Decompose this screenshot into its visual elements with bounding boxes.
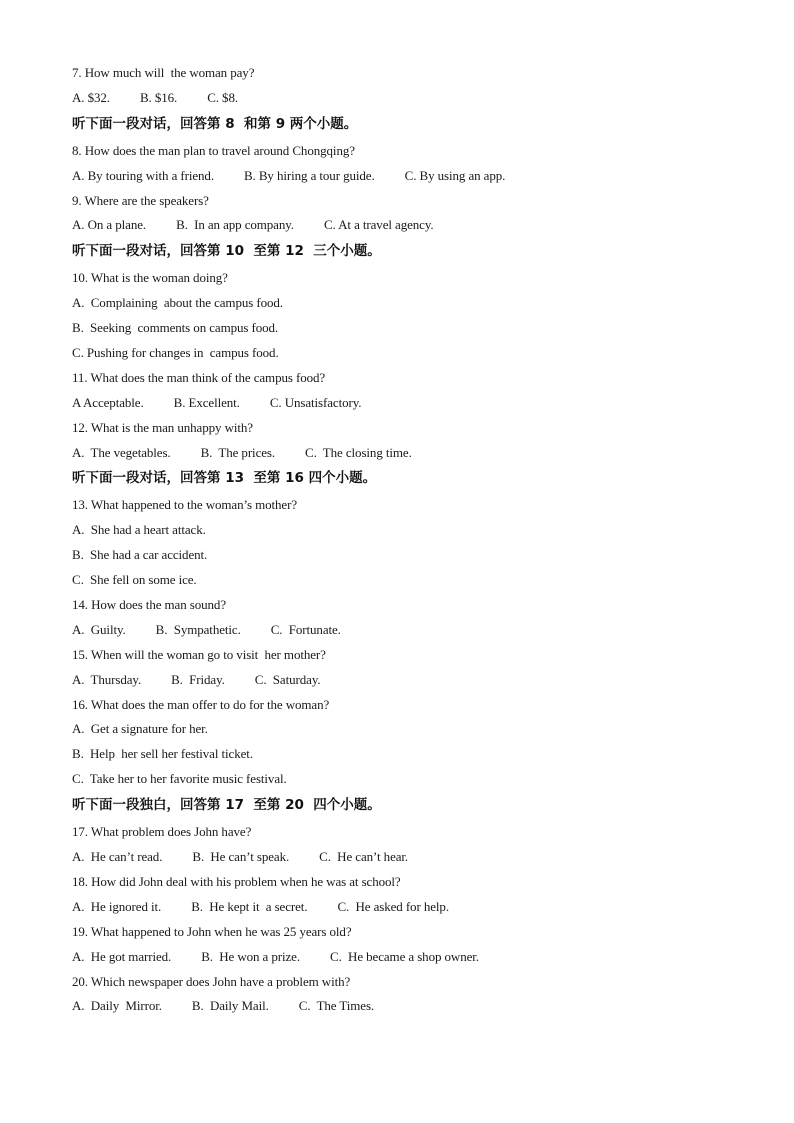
answer-option: A. She had a heart attack. xyxy=(72,522,206,538)
answer-option: A. He got married. xyxy=(72,948,172,964)
answer-option: B. She had a car accident. xyxy=(72,547,208,563)
question-text: 14. How does the man sound? xyxy=(72,597,226,613)
answer-options-row xyxy=(72,847,752,872)
question-text: 16. What does the man offer to do for the woman? xyxy=(72,696,330,712)
section-heading: 听下面一段对话，回答第 13 至第 16 四个小题。 xyxy=(72,470,377,487)
answer-option: A. He ignored it. xyxy=(72,898,162,914)
answer-option: C. The closing time. xyxy=(305,444,412,460)
answer-option: C. Unsatisfactory. xyxy=(269,394,362,410)
answer-option: A. Thursday. xyxy=(72,671,142,687)
answer-option: C. Take her to her favorite music festival. xyxy=(72,771,287,787)
question-text: 12. What is the man unhappy with? xyxy=(72,419,253,435)
answer-option: A. $32. xyxy=(72,89,110,105)
question-text: 8. How does the man plan to travel around Chongqing? xyxy=(72,142,355,158)
question-text: 18. How did John deal with his problem when he was at school? xyxy=(72,873,401,889)
answer-option: C. He asked for help. xyxy=(337,898,449,914)
question-text: 19. What happened to John when he was 25 years old? xyxy=(72,923,352,939)
answer-option: A. Guilty. xyxy=(72,621,126,637)
answer-option: A Acceptable. xyxy=(72,394,144,410)
answer-option: A. Daily Mirror. xyxy=(72,998,162,1014)
answer-option: B. The prices. xyxy=(200,444,276,460)
question-text: 9. Where are the speakers? xyxy=(72,192,209,208)
answer-option: C. $8. xyxy=(207,89,239,105)
answer-option: C. She fell on some ice. xyxy=(72,572,197,588)
answer-option: B. He won a prize. xyxy=(201,948,301,964)
answer-options-row xyxy=(72,620,752,645)
answer-option: B. $16. xyxy=(139,89,178,105)
answer-options-row xyxy=(72,393,752,418)
answer-option: C. Saturday. xyxy=(254,671,321,687)
answer-option: A. Complaining about the campus food. xyxy=(72,295,283,311)
answer-option: C. Pushing for changes in campus food. xyxy=(72,345,279,361)
answer-option: B. Friday. xyxy=(171,671,225,687)
section-heading: 听下面一段对话，回答第 10 至第 12 三个小题。 xyxy=(72,243,381,260)
answer-options-row xyxy=(72,166,752,191)
answer-option: C. Fortunate. xyxy=(270,621,341,637)
answer-option: A. On a plane. xyxy=(72,217,147,233)
answer-option: B. He kept it a secret. xyxy=(191,898,308,914)
section-heading: 听下面一段独白，回答第 17 至第 20 四个小题。 xyxy=(72,797,381,814)
answer-option: B. In an app company. xyxy=(176,217,294,233)
answer-option: B. He can’t speak. xyxy=(192,849,290,865)
answer-option: B. Sympathetic. xyxy=(155,621,241,637)
answer-options-row xyxy=(72,947,752,972)
answer-options-row xyxy=(72,88,752,113)
answer-options-row xyxy=(72,897,752,922)
question-text: 15. When will the woman go to visit her mother? xyxy=(72,646,326,662)
question-text: 13. What happened to the woman’s mother? xyxy=(72,497,298,513)
answer-option: B. Help her sell her festival ticket. xyxy=(72,746,253,762)
answer-options-row xyxy=(72,443,752,468)
answer-option: B. Daily Mail. xyxy=(191,998,269,1014)
answer-option: B. By hiring a tour guide. xyxy=(243,167,375,183)
answer-option: A. Get a signature for her. xyxy=(72,721,208,737)
answer-options-row xyxy=(72,670,752,695)
answer-option: B. Excellent. xyxy=(173,394,240,410)
answer-option: C. He can’t hear. xyxy=(319,849,409,865)
question-text: 11. What does the man think of the campus food? xyxy=(72,369,326,385)
answer-option: A. He can’t read. xyxy=(72,849,163,865)
answer-options-row xyxy=(72,996,752,1021)
section-heading: 听下面一段对话，回答第 8 和第 9 两个小题。 xyxy=(72,115,358,132)
answer-option: C. By using an app. xyxy=(404,167,506,183)
exam-page xyxy=(72,63,752,1021)
answer-option: A. By touring with a friend. xyxy=(72,167,214,183)
answer-option: B. Seeking comments on campus food. xyxy=(72,320,279,336)
answer-option: C. The Times. xyxy=(298,998,375,1014)
question-text: 17. What problem does John have? xyxy=(72,824,252,840)
answer-option: C. He became a shop owner. xyxy=(330,948,479,964)
question-text: 10. What is the woman doing? xyxy=(72,270,228,286)
question-text: 20. Which newspaper does John have a problem with? xyxy=(72,973,351,989)
answer-option: A. The vegetables. xyxy=(72,444,171,460)
answer-option: C. At a travel agency. xyxy=(323,217,434,233)
question-text: 7. How much will the woman pay? xyxy=(72,65,255,80)
answer-options-row xyxy=(72,215,752,240)
